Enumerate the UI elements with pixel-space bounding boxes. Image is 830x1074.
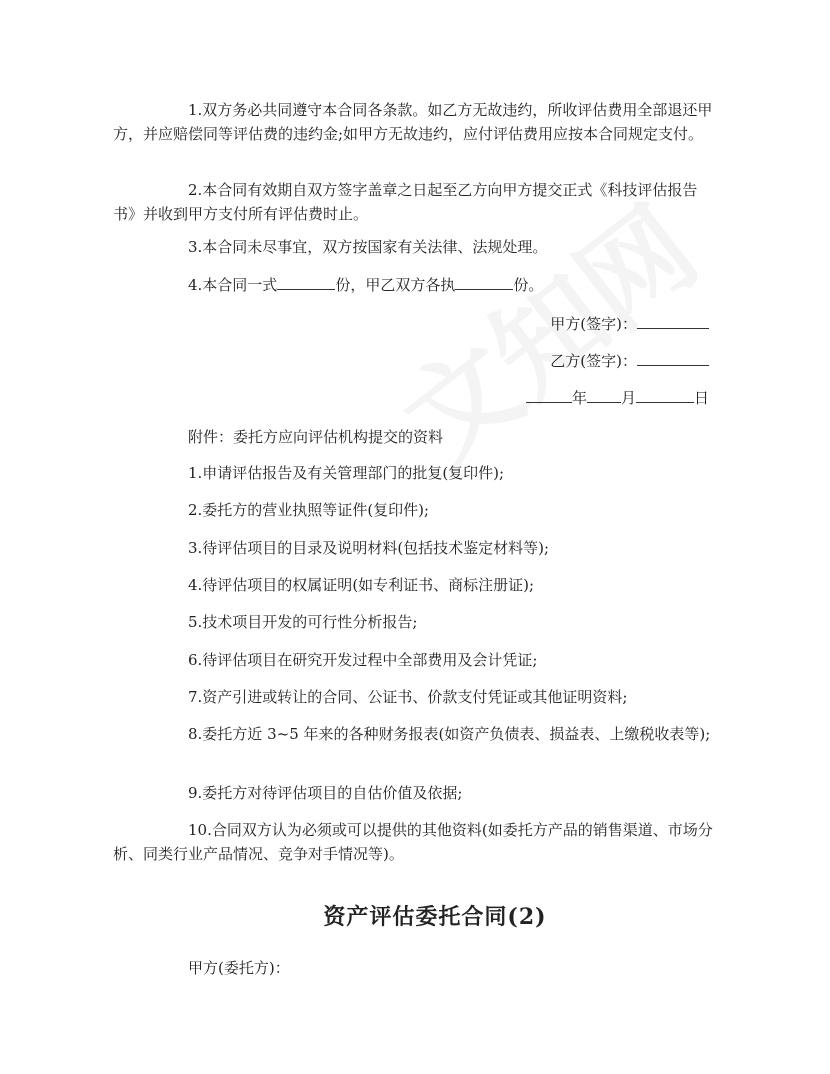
copies-middle: 份，甲乙双方各执	[335, 276, 456, 294]
party-a-client-label: 甲方(委托方)：	[188, 959, 290, 977]
section-title: 资产评估委托合同(2)	[323, 904, 547, 930]
attachment-item-1: 1.申请评估报告及有关管理部门的批复(复印件);	[188, 464, 505, 482]
party-b-signature	[550, 349, 709, 373]
copies-prefix: 4.本合同一式	[188, 276, 278, 294]
attachment-item-10: 10.合同双方认为必须或可以提供的其他资料(如委托方产品的销售渠道、市场分析、同类行业产品情况、竞争对手情况等)。	[113, 821, 713, 863]
copies-suffix: 份。	[513, 276, 544, 294]
party-a-signature-blank	[637, 312, 709, 329]
year-label: 年	[571, 389, 587, 407]
signature-date	[526, 386, 709, 410]
party-b-signature-label: 乙方(签字)：	[550, 352, 637, 370]
attachment-item-8: 8.委托方近 3~5 年来的各种财务报表(如资产负债表、损益表、上缴税收表等);	[188, 725, 711, 743]
day-blank	[636, 386, 694, 403]
clause-3: 3.本合同未尽事宜，双方按国家有关法律、法规处理。	[188, 238, 548, 256]
year-blank	[526, 386, 572, 403]
attachment-item-2: 2.委托方的营业执照等证件(复印件);	[188, 501, 430, 519]
attachment-item-9: 9.委托方对待评估项目的自估价值及依据;	[188, 784, 463, 802]
party-a-signature	[550, 312, 709, 336]
party-b-signature-blank	[637, 349, 709, 366]
attachment-item-5: 5.技术项目开发的可行性分析报告;	[188, 613, 418, 631]
clause-1: 1.双方务必共同遵守本合同各条款。如乙方无故违约，所收评估费用全部退还甲方，并应赔偿同等评估费的违约金;如甲方无故违约，应付评估费用应按本合同规定支付。	[113, 101, 713, 143]
copies-each-blank	[455, 273, 513, 290]
attachment-item-7: 7.资产引进或转让的合同、公证书、价款支付凭证或其他证明资料;	[188, 688, 628, 706]
month-blank	[587, 386, 621, 403]
attachment-heading: 附件：委托方应向评估机构提交的资料	[188, 428, 444, 446]
clause-2: 2.本合同有效期自双方签字盖章之日起至乙方向甲方提交正式《科技评估报告书》并收到甲方支付所有评估费时止。	[113, 181, 698, 223]
copies-total-blank	[277, 273, 335, 290]
clause-4	[113, 273, 713, 297]
party-a-signature-label: 甲方(签字)：	[550, 315, 637, 333]
attachment-item-4: 4.待评估项目的权属证明(如专利证书、商标注册证);	[188, 576, 535, 594]
month-label: 月	[620, 389, 636, 407]
attachment-item-3: 3.待评估项目的目录及说明材料(包括技术鉴定材料等);	[188, 539, 550, 557]
day-label: 日	[693, 389, 709, 407]
attachment-item-6: 6.待评估项目在研究开发过程中全部费用及会计凭证;	[188, 651, 538, 669]
